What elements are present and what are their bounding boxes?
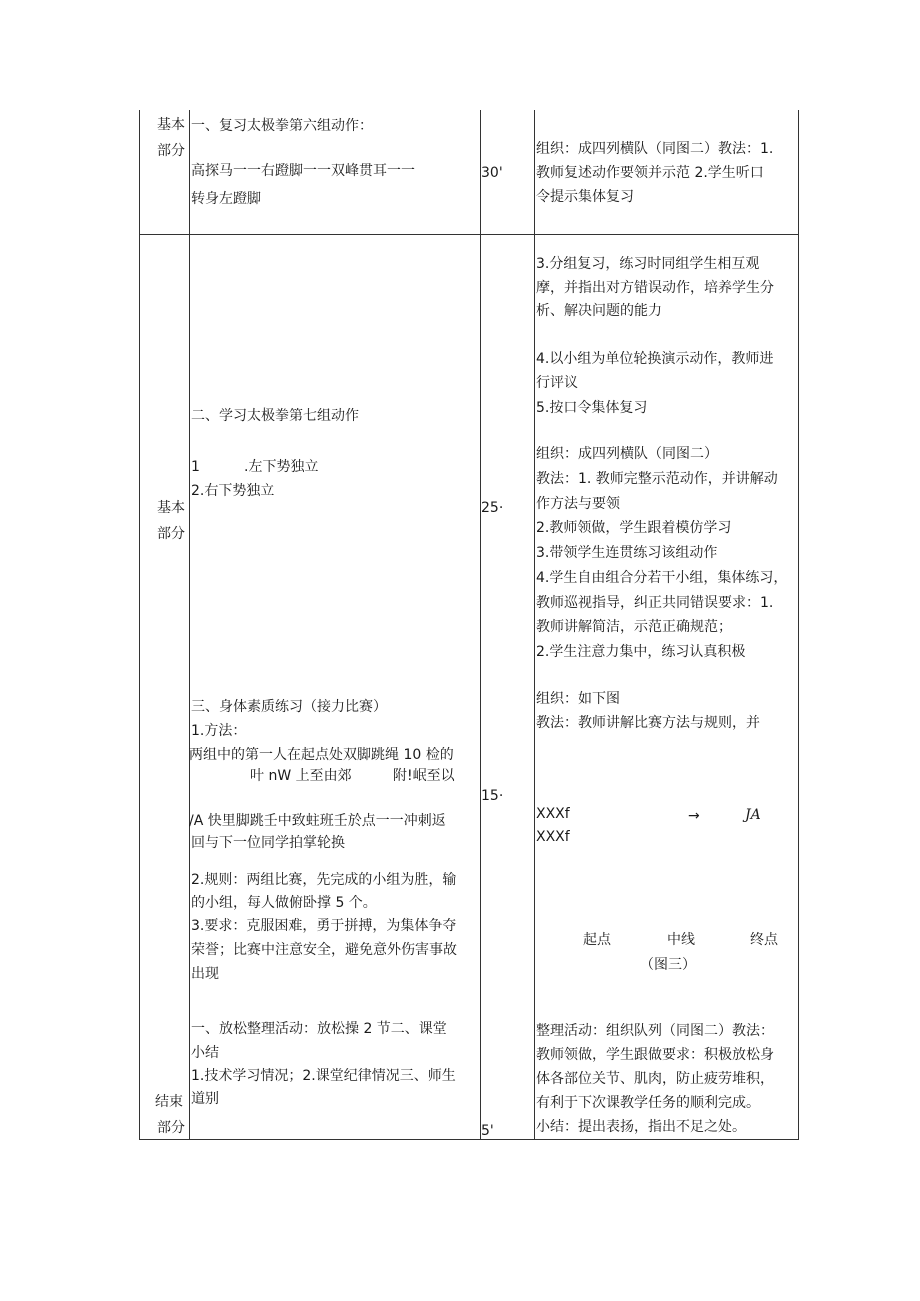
method-r2-line4: 4.以小组为单位轮换演示动作，教师进 <box>536 351 774 367</box>
content-r4-line1: 一、放松整理活动：放松操 2 节二、课堂 <box>191 1021 447 1037</box>
method-r2-line13: 教师巡视指导，纠正共同错误要求：1. <box>536 595 774 611</box>
section-label-basic-2a: 基本 <box>157 500 185 516</box>
table-rule-bottom <box>139 1139 799 1140</box>
method-r2-line12: 4.学生自由组合分若干小组，集体练习， <box>536 570 788 586</box>
method-r2-line2: 摩，并指出对方错误动作，培养学生分 <box>536 280 774 296</box>
method-r2-line9: 作方法与要领 <box>536 496 620 512</box>
method-r4-line1: 整理活动：组织队列（同图二）教法： <box>536 1023 774 1039</box>
content-r3-line9: 3.要求：克服困难，勇于拼搏，为集体争夺 <box>191 918 457 934</box>
content-r2-item1-num: 1 <box>191 459 200 475</box>
content-r1-line2: 高探马一一右蹬脚一一双峰贯耳一一 <box>191 163 415 179</box>
content-r3-line1: 三、身体素质练习（接力比赛） <box>191 699 387 715</box>
method-r2-line11: 3.带领学生连贯练习该组动作 <box>536 545 718 561</box>
content-r3-line3: 两组中的第一人在起点处双脚跳绳 10 检的 <box>189 747 454 763</box>
method-r2-line15: 2.学生注意力集中，练习认真积极 <box>536 644 746 660</box>
diagram-label-mid: 中线 <box>667 932 695 948</box>
method-r3-org: 组织：如下图 <box>536 691 620 707</box>
method-r4-line3: 体各部位关节、肌肉，防止疲劳堆积， <box>536 1071 774 1087</box>
diagram-team-row-2: XXXf <box>536 829 570 845</box>
method-r2-line14: 教师讲解简洁，示范正确规范； <box>536 619 732 635</box>
content-r4-line4: 道别 <box>191 1091 219 1107</box>
content-r1-line3: 转身左蹬脚 <box>191 191 261 207</box>
method-r4-line4: 有利于下次课教学任务的顺利完成。 <box>536 1095 760 1111</box>
method-r1-line1: 组织：成四列横队（同图二）教法：1. <box>536 141 774 157</box>
content-r1-line1: 一、复习太极拳第六组动作： <box>191 118 373 134</box>
table-rule-col2 <box>480 110 481 1140</box>
time-15: 15· <box>481 788 504 804</box>
method-r1-line2: 教师复述动作要领并示范 2.学生听口 <box>536 165 764 181</box>
diagram-end-mark: JA <box>745 807 761 823</box>
content-r3-line7: 2.规则：两组比赛，先完成的小组为胜，输 <box>191 872 457 888</box>
method-r1-line3: 令提示集体复习 <box>536 189 634 205</box>
time-5: 5' <box>481 1123 494 1139</box>
content-r2-item2: 2.右下势独立 <box>191 483 275 499</box>
method-r2-line5: 行评议 <box>536 375 578 391</box>
method-r4-line2: 教师领做，学生跟做要求：积极放松身 <box>536 1047 774 1063</box>
section-label-basic-1b: 部分 <box>157 143 185 159</box>
diagram-label-finish: 终点 <box>750 932 778 948</box>
method-r4-line5: 小结：提出表扬，指出不足之处。 <box>536 1119 746 1135</box>
content-r3-line2: 1.方法： <box>191 723 247 739</box>
time-30: 30' <box>481 165 503 181</box>
content-r3-line10: 荣誉；比赛中注意安全，避免意外伤害事故 <box>191 942 457 958</box>
content-r3-line8: 的小组，每人做俯卧撑 5 个。 <box>191 895 377 911</box>
method-r3-teach: 教法：教师讲解比赛方法与规则，并 <box>536 715 760 731</box>
method-r2-line7: 组织：成四列横队（同图二） <box>536 446 718 462</box>
diagram-caption: （图三） <box>640 957 696 973</box>
method-r2-line10: 2.教师领做，学生跟着模仿学习 <box>536 520 732 536</box>
content-r2-title: 二、学习太极拳第七组动作 <box>191 408 359 424</box>
section-label-end-b: 部分 <box>157 1120 185 1136</box>
table-rule-mid <box>139 234 799 235</box>
arrow-right-icon: → <box>688 808 700 824</box>
table-rule-left <box>139 110 140 1140</box>
content-r3-line11: 出现 <box>191 966 219 982</box>
diagram-team-row-1: XXXf <box>536 806 570 822</box>
content-r3-line6: 回与下一位同学拍掌轮换 <box>191 835 345 851</box>
method-r2-line8: 教法：1. 教师完整示范动作，并讲解动 <box>536 471 778 487</box>
method-r2-line1: 3.分组复习，练习时同组学生相互观 <box>536 256 760 272</box>
content-r3-line4b: 附!岷至以 <box>393 768 455 784</box>
content-r3-line5: /A 快里脚跳壬中致蛀班壬於点一一冲刺返 <box>189 813 446 829</box>
time-25: 25· <box>481 500 504 516</box>
table-rule-right <box>798 110 799 1140</box>
diagram-label-start: 起点 <box>583 932 611 948</box>
section-label-end-a: 结束 <box>155 1094 183 1110</box>
content-r3-line4a: 叶 nW 上至由郊 <box>250 768 352 784</box>
section-label-basic-2b: 部分 <box>157 526 185 542</box>
method-r2-line3: 析、解决问题的能力 <box>536 303 662 319</box>
table-rule-col3 <box>534 110 535 1140</box>
content-r4-line2: 小结 <box>191 1045 219 1061</box>
table-rule-col1 <box>189 110 190 1140</box>
method-r2-line6: 5.按口令集体复习 <box>536 400 648 416</box>
content-r2-item1-text: .左下势独立 <box>244 459 319 475</box>
content-r4-line3: 1.技术学习情况；2.课堂纪律情况三、师生 <box>191 1068 456 1084</box>
section-label-basic-1a: 基本 <box>157 117 185 133</box>
